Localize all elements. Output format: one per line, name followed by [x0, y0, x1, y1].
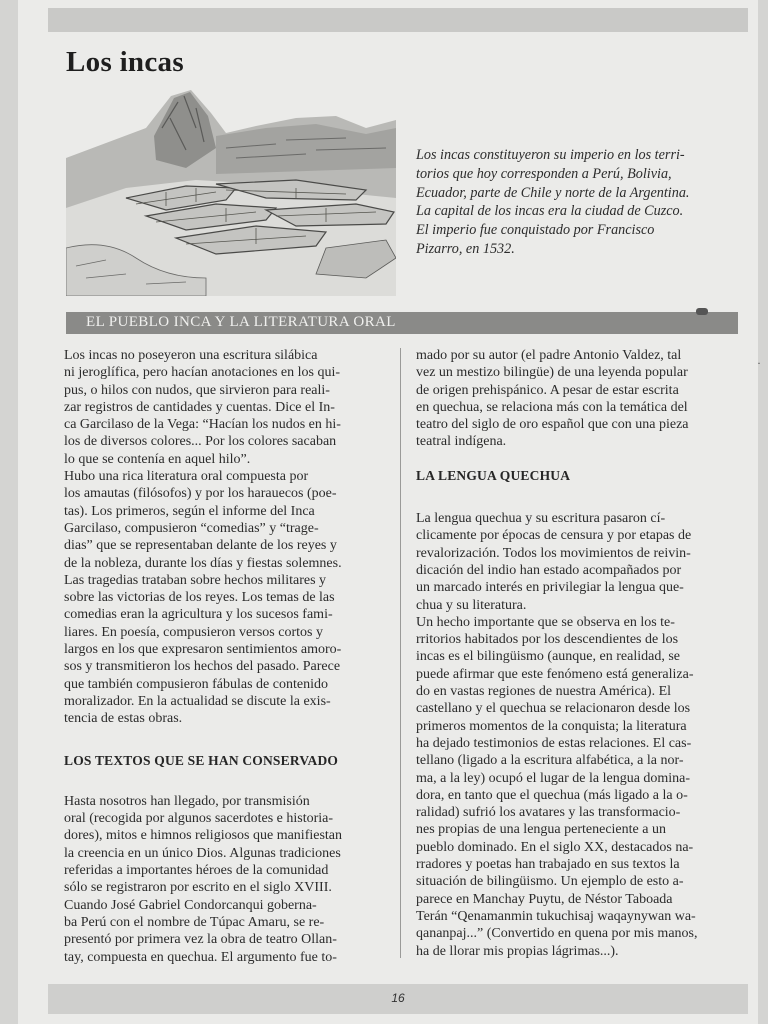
stray-mark: · [757, 356, 761, 370]
paragraph: Un hecho importante que se observa en los te- rritorios habitados por los descendientes de los incas es el bilingüismo (aunque, en realidad, se puede afirmar que este fenómeno está generaliza- do en vastas regiones de nuestra América). El castellano y el quechua se relacionaron desde los primeros momentos de la conquista; la literatura ha dejado testimonios de estas relaciones. El cas- tellano (ligado a la escritura alfabética, a la nor- ma, a la ley) ocupó el lugar de la lengua domina- dora, en tanto que el quechua (más ligado a la o- ralidad) sufrió los avatares y las transformacio- nes propias de una lengua perteneciente a un pueblo dominado. En el siglo XX, destacados na- rradores y poetas han trabajado en sus textos la situación de bilingüismo. Un ejemplo de esto a- parece en Manchay Puytu, de Néstor Taboada Terán “Qenamanmin tukuchisaj waqaynywan wa- qananpaj...” (Convertido en quena por mis manos, ha de llorar mis propias lágrimas...). [416, 614, 698, 959]
right-column [416, 347, 765, 960]
paragraph: Cuando José Gabriel Condorcanqui goberna- ba Perú con el nombre de Túpac Amaru, se re- presentó por primera vez la obra de teatro Ollan- tay, compuesta en quechua. El argumento fue to- [64, 897, 337, 965]
section-banner [66, 312, 738, 334]
image-caption: Los incas constituyeron su imperio en los terri- torios que hoy corresponden a Perú, Bolivia, Ecuador, parte de Chile y norte de la Argentina. La capital de los incas era la ciudad de Cuzco. El imperio fue conquistado por Francisco Pizarro, en 1532. [416, 147, 690, 257]
machu-picchu-illustration [66, 88, 396, 296]
left-column [64, 347, 386, 966]
page-number: 16 [391, 991, 405, 1005]
paragraph: Hasta nosotros han llegado, por transmisión oral (recogida por algunos sacerdotes e historia- dores), mitos e himnos religiosos que manifiestan la creencia en un único Dios. Algunas tradiciones referidas a importantes héroes de la comunidad sólo se registraron por escrito en el siglo XVIII. [64, 793, 343, 896]
section-title: EL PUEBLO INCA Y LA LITERATURA ORAL [86, 314, 396, 330]
section-heading: LOS TEXTOS QUE SE HAN CONSERVADO [64, 752, 339, 768]
page-footer-bar [48, 984, 748, 1014]
page-header-bar [48, 8, 748, 32]
page-title: Los incas [66, 46, 184, 78]
paragraph: La lengua quechua y su escritura pasaron cí- clicamente por épocas de censura y por etapas de revalorización. Todos los movimientos de reivin- dicación del indio han estado acompañados por un marcado interés en privilegiar la lengua que- chua y su literatura. [416, 511, 692, 613]
ink-mark [696, 308, 708, 315]
column-divider [400, 348, 401, 958]
paragraph: Hubo una rica literatura oral compuesta por los amautas (filósofos) y por los harauecos (poe- tas). Los primeros, según el informe del Inca Garcilaso, compusieron “comedias” y “trage- dias” que se representaban delante de los reyes y de la nobleza, durante los días y fiestas solemnes. Las tragedias trataban sobre hechos militares y sobre las victorias de los reyes. Los temas de las comedias eran la agricultura y los sucesos fami- liares. En poesía, compusieron versos cortos y largos en los que expresaron sentimientos amoro- sos y transmitieron los hechos del pasado. Parece que también compusieron fábulas de contenido moralizador. En la actualidad se discute la exis- tencia de estas obras. [64, 469, 342, 727]
paragraph: mado por su autor (el padre Antonio Valdez, tal vez un mestizo bilingüe) de una leyenda popular de origen prehispánico. A pesar de estar escrita en quechua, se relaciona más con la temática del teatro del siglo de oro español que con una pieza teatral indígena. [416, 348, 689, 450]
paragraph: Los incas no poseyeron una escritura silábica ni jeroglífica, pero hacían anotaciones en los qui- pus, o hilos con nudos, que sirvieron para reali- zar registros de cantidades y cuentas. Dice el In- ca Garcilaso de la Vega: “Hacían los nudos en hi- los de diversos colores... Por los colores sacaban lo que se contenía en aquel hilo”. [64, 348, 341, 467]
section-heading: LA LENGUA QUECHUA [416, 467, 571, 483]
